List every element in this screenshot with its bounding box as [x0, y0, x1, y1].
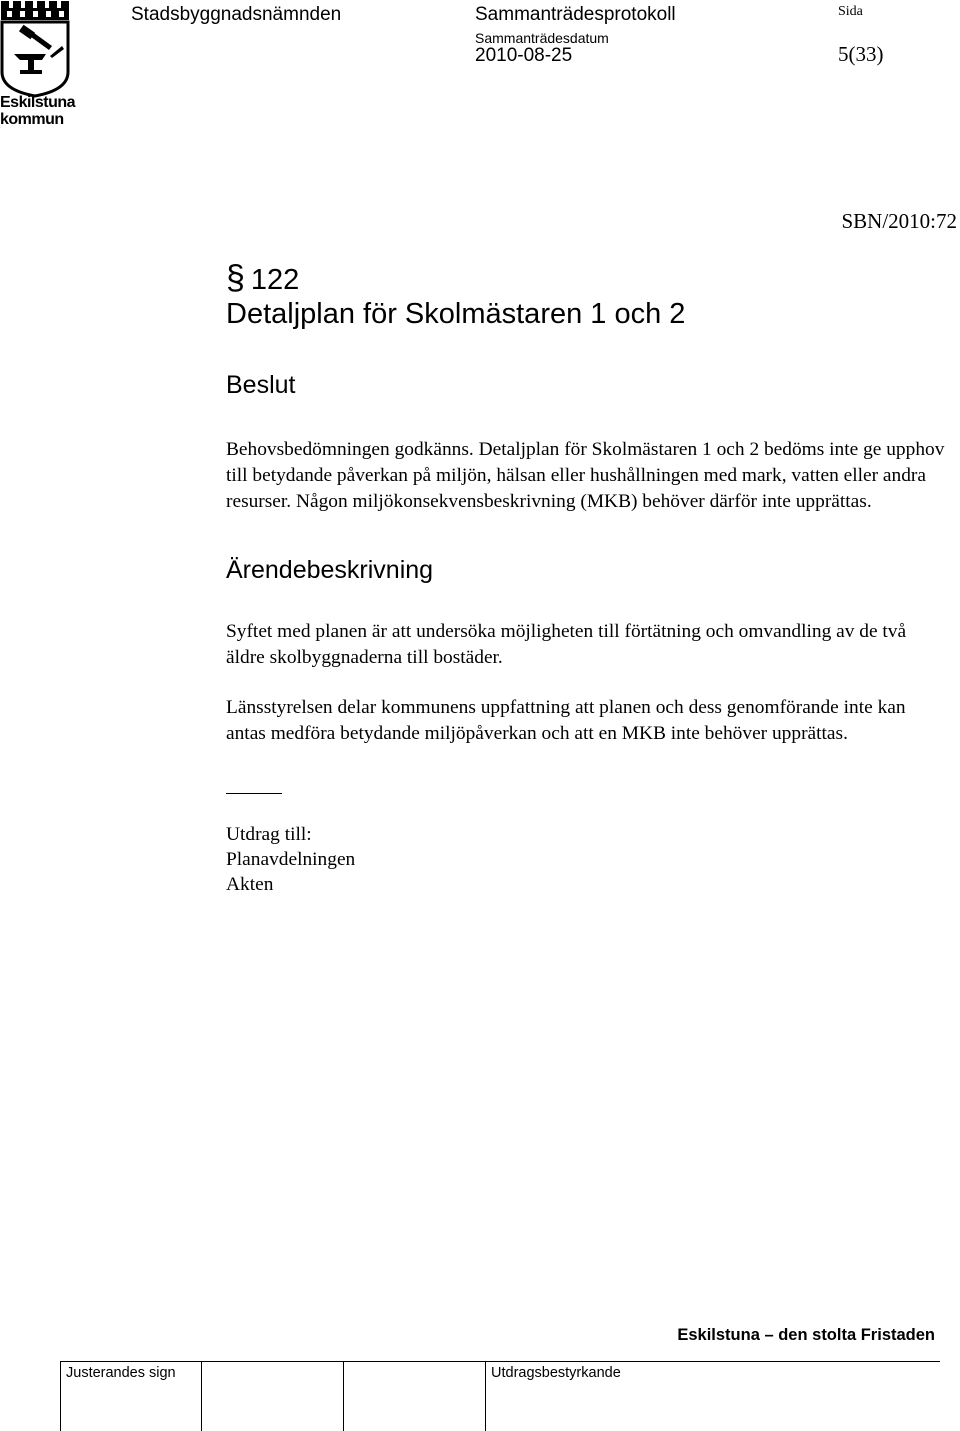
description-paragraph: Syftet med planen är att undersöka möjligheten till förtätning och omvandling av de två äldre skolbyggnaderna till bostäder. — [226, 621, 907, 668]
adjuster-signature-label: Justerandes sign — [66, 1365, 176, 1381]
extract-recipient: Akten — [226, 874, 274, 895]
description-paragraph: Länsstyrelsen delar kommunens uppfattning att planen och dess genomförande inte kan antas medföra betydande miljöpåverkan och att en MKB inte behöver upprättas. — [226, 697, 906, 744]
page-label: Sida — [838, 4, 863, 19]
committee-name: Stadsbyggnadsnämnden — [131, 4, 342, 25]
separator-line — [226, 793, 282, 794]
section-title: Detaljplan för Skolmästaren 1 och 2 — [226, 298, 686, 330]
municipal-slogan: Eskilstuna – den stolta Fristaden — [677, 1326, 935, 1344]
extract-label: Utdrag till: — [226, 824, 312, 845]
meeting-date: 2010-08-25 — [475, 45, 573, 66]
section-number: 122 — [250, 264, 300, 296]
decision-heading: Beslut — [226, 371, 296, 399]
logo-name-line2: kommun — [0, 111, 64, 128]
extract-list — [226, 822, 355, 897]
extract-recipient: Planavdelningen — [226, 849, 356, 870]
page-number: 5(33) — [838, 42, 884, 66]
section-symbol: § — [226, 259, 245, 297]
description-heading: Ärendebeskrivning — [226, 556, 434, 584]
case-number: SBN/2010:72 — [841, 209, 957, 233]
eskilstuna-logo — [0, 0, 76, 132]
signature-box-divider — [485, 1361, 486, 1431]
signature-box-divider — [343, 1361, 344, 1431]
signature-box-divider — [201, 1361, 202, 1431]
signature-box-divider — [60, 1361, 61, 1431]
section-heading — [226, 261, 685, 331]
certification-label: Utdragsbestyrkande — [491, 1365, 621, 1381]
decision-text: Behovsbedömningen godkänns. Detaljplan för Skolmästaren 1 och 2 bedöms inte ge upphov till betydande påverkan på miljön, hälsan eller hushållningen med mark, vatten eller andra resurser. Någon miljökonsekvensbeskrivning (MKB) behöver därför inte upprättas. — [226, 439, 945, 512]
document-type: Sammanträdesprotokoll — [475, 4, 676, 25]
meeting-date-label: Sammanträdesdatum — [475, 30, 609, 46]
footer-rule — [60, 1361, 940, 1362]
logo-name-line1: Eskilstuna — [0, 94, 76, 111]
